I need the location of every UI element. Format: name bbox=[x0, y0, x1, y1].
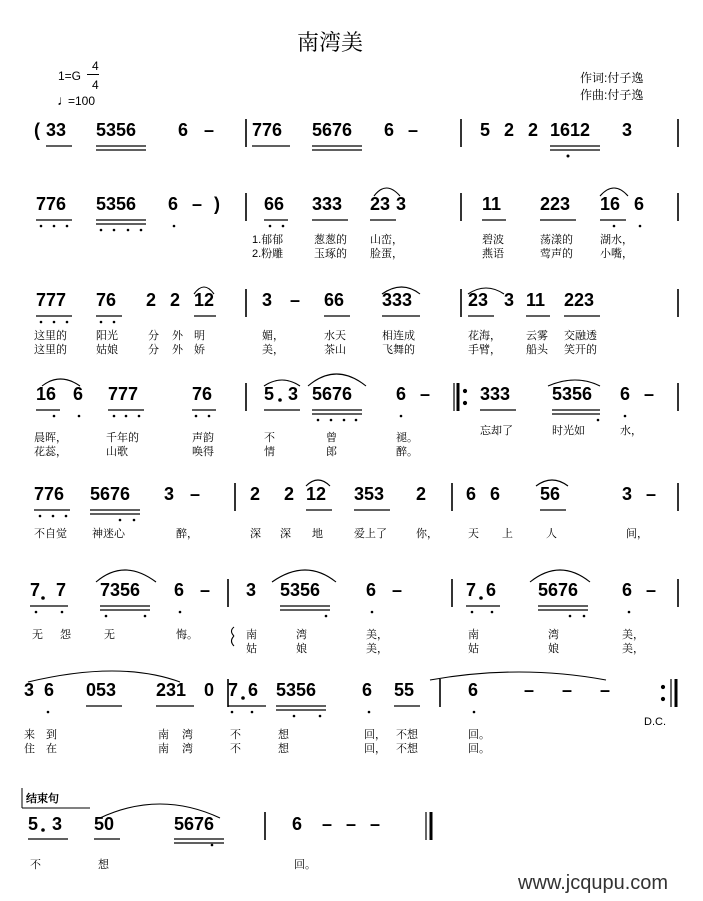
note: 231 bbox=[156, 680, 187, 700]
lyric: 荡漾的 bbox=[540, 234, 573, 246]
lyric: 忘却了 bbox=[480, 425, 513, 437]
song-title: 南湾美 bbox=[297, 30, 364, 55]
dash: – bbox=[408, 120, 419, 140]
lyric: 千年的 bbox=[106, 432, 139, 444]
note: 6 bbox=[468, 680, 479, 700]
lyric: 不 bbox=[264, 432, 275, 444]
note: 66 bbox=[324, 290, 345, 310]
lyric: 2.粉雕 bbox=[252, 248, 284, 260]
lyric: 天 bbox=[468, 528, 479, 540]
key-signature: 1=G bbox=[58, 69, 82, 83]
composer-credit: 作曲:付子逸 bbox=[580, 88, 644, 102]
lyric: 莺声的 bbox=[540, 248, 573, 260]
note: 76 bbox=[192, 384, 213, 404]
lyric: 不想 bbox=[396, 743, 418, 755]
dash: – bbox=[600, 680, 611, 700]
note: 2 bbox=[504, 120, 515, 140]
lyric: 到 bbox=[46, 729, 57, 741]
lyric: 回。 bbox=[468, 743, 490, 755]
note: 353 bbox=[354, 484, 385, 504]
note: 5356 bbox=[280, 580, 321, 600]
note: 6 bbox=[178, 120, 189, 140]
note: 6 bbox=[362, 680, 373, 700]
dash: – bbox=[644, 384, 655, 404]
lyric: 无 bbox=[32, 629, 43, 641]
note: 6 bbox=[366, 580, 377, 600]
note: 2 bbox=[528, 120, 539, 140]
lyric: 回。 bbox=[468, 729, 490, 741]
lyric: 深 bbox=[250, 528, 261, 540]
dash: – bbox=[190, 484, 201, 504]
lyric: 唤得 bbox=[192, 446, 214, 458]
note: 23 bbox=[468, 290, 489, 310]
note: 2 bbox=[250, 484, 261, 504]
lyric: 燕语 bbox=[482, 248, 504, 260]
note: 3 bbox=[504, 290, 515, 310]
lyric: 山峦， bbox=[370, 234, 403, 246]
lyric: 湖水， bbox=[600, 234, 633, 246]
lyric: 上 bbox=[502, 528, 513, 540]
note: 7 bbox=[466, 580, 477, 600]
note: 3 bbox=[288, 384, 299, 404]
lyric: 悔。 bbox=[176, 629, 198, 641]
note: 3 bbox=[622, 484, 633, 504]
lyric: 美， bbox=[366, 629, 388, 641]
lyric: 1.郁郁 bbox=[252, 234, 284, 246]
note: 5356 bbox=[96, 120, 137, 140]
lyric: 阳光 bbox=[96, 330, 118, 342]
note: 777 bbox=[36, 290, 67, 310]
lyric: 水， bbox=[620, 425, 642, 437]
note: 6 bbox=[248, 680, 259, 700]
lyric: 船头 bbox=[526, 344, 548, 356]
lyric: 媚， bbox=[262, 330, 284, 342]
lyric: 不 bbox=[230, 729, 241, 741]
lyric: 情 bbox=[264, 446, 275, 458]
note: 66 bbox=[264, 194, 285, 214]
note: 3 bbox=[262, 290, 273, 310]
note: 6 bbox=[490, 484, 501, 504]
lyric: 姑 bbox=[246, 643, 257, 655]
note: 12 bbox=[306, 484, 327, 504]
lyric: 住 bbox=[24, 743, 35, 755]
lyric: 南 bbox=[246, 629, 257, 641]
lyric: 深 bbox=[280, 528, 291, 540]
note: 11 bbox=[526, 290, 546, 310]
note: 50 bbox=[94, 814, 115, 834]
note: 6 bbox=[168, 194, 179, 214]
dash: – bbox=[346, 814, 357, 834]
lyric: 美， bbox=[622, 629, 644, 641]
note: 776 bbox=[34, 484, 65, 504]
lyric: 玉琢的 bbox=[314, 248, 347, 260]
note: 6 bbox=[634, 194, 645, 214]
note: 3 bbox=[24, 680, 35, 700]
note: 6 bbox=[622, 580, 633, 600]
dash: – bbox=[370, 814, 381, 834]
note: 5356 bbox=[276, 680, 317, 700]
lyric: 明 bbox=[194, 330, 205, 342]
lyric: 交融透 bbox=[564, 330, 597, 342]
lyric: 美， bbox=[366, 643, 388, 655]
quarter-note-icon: ♩ bbox=[57, 92, 71, 108]
time-signature-bottom: 4 bbox=[92, 78, 99, 92]
dash: – bbox=[646, 580, 657, 600]
note: 2 bbox=[146, 290, 157, 310]
lyric: 美， bbox=[622, 643, 644, 655]
note: 5356 bbox=[552, 384, 593, 404]
lyric: 不 bbox=[230, 743, 241, 755]
lyric: 无 bbox=[104, 629, 115, 641]
note: 12 bbox=[194, 290, 215, 310]
lyric: 娘 bbox=[296, 643, 307, 655]
lyric: 花海， bbox=[468, 330, 501, 342]
lyric: 人 bbox=[546, 528, 557, 540]
tempo-marking: =100 bbox=[68, 94, 96, 108]
lyric: 外 bbox=[172, 344, 183, 356]
lyric: 南 bbox=[158, 729, 169, 741]
lyric: 想 bbox=[278, 729, 289, 741]
lyric: 神迷心 bbox=[92, 528, 125, 540]
note: ( bbox=[34, 120, 40, 140]
note: 5676 bbox=[174, 814, 215, 834]
lyric: 湾 bbox=[296, 629, 307, 641]
dash: – bbox=[646, 484, 657, 504]
note: 333 bbox=[312, 194, 343, 214]
dash: – bbox=[562, 680, 573, 700]
note: 6 bbox=[620, 384, 631, 404]
lyric: 娘 bbox=[548, 643, 559, 655]
note: 3 bbox=[396, 194, 407, 214]
note: 76 bbox=[96, 290, 117, 310]
lyric: 爱上了 bbox=[354, 528, 387, 540]
note: 5676 bbox=[90, 484, 131, 504]
lyric: 地 bbox=[312, 528, 323, 540]
note: 0 bbox=[204, 680, 215, 700]
lyric: 娇 bbox=[194, 344, 205, 356]
lyric: 这里的 bbox=[34, 330, 67, 342]
note: 6 bbox=[486, 580, 497, 600]
note: 776 bbox=[252, 120, 283, 140]
lyric: 不 bbox=[30, 859, 41, 871]
note: 6 bbox=[292, 814, 303, 834]
note: 7 bbox=[56, 580, 67, 600]
lyric: 手臂， bbox=[468, 344, 501, 356]
time-signature-top: 4 bbox=[92, 59, 99, 73]
lyric: 湾 bbox=[182, 743, 193, 755]
lyric: 分 bbox=[148, 330, 159, 342]
dash: – bbox=[420, 384, 431, 404]
note: 6 bbox=[73, 384, 84, 404]
note: 6 bbox=[466, 484, 477, 504]
note: 333 bbox=[382, 290, 413, 310]
note: 3 bbox=[246, 580, 257, 600]
note: 053 bbox=[86, 680, 117, 700]
note: 23 bbox=[370, 194, 391, 214]
note: 7 bbox=[30, 580, 41, 600]
note: 776 bbox=[36, 194, 67, 214]
lyric: 水天 bbox=[324, 330, 346, 342]
lyric: 湾 bbox=[182, 729, 193, 741]
lyric: 美， bbox=[262, 344, 284, 356]
lyric: 想 bbox=[278, 743, 289, 755]
note: 777 bbox=[108, 384, 139, 404]
lyric: 飞舞的 bbox=[382, 344, 415, 356]
lyric: 晨晖， bbox=[34, 432, 67, 444]
dash: – bbox=[290, 290, 301, 310]
note: 3 bbox=[164, 484, 175, 504]
note: 55 bbox=[394, 680, 415, 700]
lyric: 笑开的 bbox=[564, 344, 597, 356]
note: 2 bbox=[284, 484, 295, 504]
lyric: 南 bbox=[158, 743, 169, 755]
note: 5676 bbox=[312, 384, 353, 404]
lyric: 这里的 bbox=[34, 344, 67, 356]
lyricist-credit: 作词:付子逸 bbox=[580, 71, 644, 85]
note: 3 bbox=[622, 120, 633, 140]
note: 56 bbox=[540, 484, 561, 504]
lyric: 碧波 bbox=[482, 234, 504, 246]
lyric: 山歌 bbox=[106, 446, 128, 458]
lyric: 想 bbox=[98, 859, 109, 871]
note: 11 bbox=[482, 194, 502, 214]
note: 5 bbox=[264, 384, 275, 404]
note: 5356 bbox=[96, 194, 137, 214]
note: 2 bbox=[416, 484, 427, 504]
lyric: 分 bbox=[148, 344, 159, 356]
note: 6 bbox=[384, 120, 395, 140]
note: 6 bbox=[396, 384, 407, 404]
lyric: 褪。 bbox=[396, 432, 418, 444]
note: 223 bbox=[540, 194, 571, 214]
lyric: 脸蛋， bbox=[370, 248, 403, 260]
lyric: 声韵 bbox=[192, 432, 214, 444]
lyric: 外 bbox=[172, 330, 183, 342]
dash: – bbox=[322, 814, 333, 834]
dash: – bbox=[192, 194, 203, 214]
note: 5676 bbox=[538, 580, 579, 600]
lyric: 姑娘 bbox=[96, 344, 118, 356]
lyric: 回， bbox=[364, 729, 386, 741]
lyric: 醉， bbox=[176, 528, 198, 540]
lyric: 南 bbox=[468, 629, 479, 641]
ending-label: 结束句 bbox=[26, 793, 59, 805]
dash: – bbox=[524, 680, 535, 700]
lyric: 时光如 bbox=[552, 425, 585, 437]
lyric: 小嘴， bbox=[600, 248, 633, 260]
lyric: 花蕊， bbox=[34, 446, 67, 458]
dash: – bbox=[200, 580, 211, 600]
lyric: 曾 bbox=[326, 432, 337, 444]
lyric: 郎 bbox=[326, 446, 337, 458]
lyric: 醉。 bbox=[396, 446, 418, 458]
note: 7356 bbox=[100, 580, 141, 600]
note: 6 bbox=[174, 580, 185, 600]
note: 2 bbox=[170, 290, 181, 310]
lyric: 来 bbox=[24, 729, 35, 741]
lyric: 茶山 bbox=[324, 344, 346, 356]
lyric: 云雾 bbox=[526, 330, 548, 342]
da-capo-marking: D.C. bbox=[644, 716, 666, 728]
lyric: 回。 bbox=[294, 859, 316, 871]
lyric: 湾 bbox=[548, 629, 559, 641]
note: 16 bbox=[36, 384, 57, 404]
note: 223 bbox=[564, 290, 595, 310]
dash: – bbox=[392, 580, 403, 600]
note: 5676 bbox=[312, 120, 353, 140]
lyric: 间， bbox=[626, 528, 648, 540]
note: 33 bbox=[46, 120, 67, 140]
note: 16 bbox=[600, 194, 621, 214]
note: 6 bbox=[44, 680, 55, 700]
dash: – bbox=[204, 120, 215, 140]
note: 5 bbox=[480, 120, 491, 140]
note: 1612 bbox=[550, 120, 591, 140]
lyric: 回， bbox=[364, 743, 386, 755]
lyric: 不自觉 bbox=[34, 528, 67, 540]
lyric: 葱葱的 bbox=[314, 234, 347, 246]
note: 333 bbox=[480, 384, 511, 404]
note: 5 bbox=[28, 814, 39, 834]
lyric: 在 bbox=[46, 743, 57, 755]
watermark: www.jcqupu.com bbox=[518, 872, 669, 894]
note: 7 bbox=[228, 680, 239, 700]
lyric: 相连成 bbox=[382, 330, 415, 342]
lyric: 姑 bbox=[468, 643, 479, 655]
lyric: 怨 bbox=[60, 629, 71, 641]
lyric: 不想 bbox=[396, 729, 418, 741]
note: ) bbox=[214, 194, 220, 214]
lyric: 你， bbox=[416, 528, 438, 540]
note: 3 bbox=[52, 814, 63, 834]
